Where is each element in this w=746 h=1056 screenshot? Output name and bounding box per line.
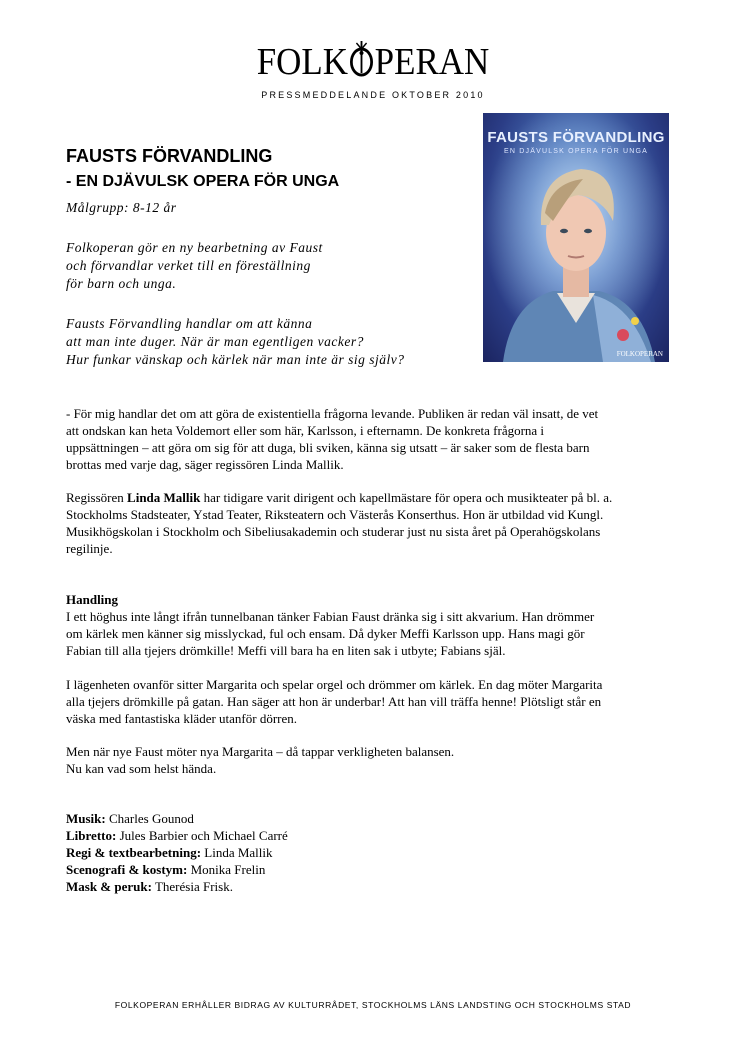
folkoperan-logo	[30, 40, 716, 84]
credit-row	[66, 844, 288, 861]
poster-subtitle: EN DJÄVULSK OPERA FÖR UNGA	[503, 148, 648, 155]
credit-value: Linda Mallik	[201, 845, 273, 860]
plot-line: om kärlek men känner sig misslyckad, ful och ensam. Då dyker Meffi Karlsson upp. Hans magi gör	[66, 626, 585, 641]
intro-line: och förvandlar verket till en föreställning	[66, 258, 311, 273]
director-line	[66, 489, 686, 506]
plot-heading	[66, 591, 686, 608]
director-paragraph	[66, 489, 686, 557]
director-line: regilinje.	[66, 541, 113, 556]
page-subtitle: - EN DJÄVULSK OPERA FÖR UNGA	[66, 173, 340, 190]
director-line: Musikhögskolan i Stockholm och Sibeliusakademin och studerar just nu sista året på Operahögskolans	[66, 524, 601, 539]
target-group	[66, 199, 177, 217]
plot-heading-text: Handling	[66, 592, 119, 607]
credit-row	[66, 878, 288, 895]
press-release-date: PRESSMEDDELANDE OKTOBER 2010	[261, 90, 485, 100]
intro-paragraph-1	[66, 239, 323, 293]
plot-line: I ett höghus inte långt ifrån tunnelbanan tänker Fabian Faust dränka sig i sitt akvarium. Han drömmer	[66, 609, 595, 624]
credit-value: Charles Gounod	[105, 811, 194, 826]
credit-row	[66, 827, 288, 844]
director-line: Stockholms Stadsteater, Ystad Teater, Riksteatern och Västerås Konserthus. Hon är utbildad vid Kungl.	[66, 507, 604, 522]
quote-line: - För mig handlar det om att göra de existentiella frågorna levande. Publiken är redan väl insatt, de vet	[66, 406, 599, 421]
logo-text-left: FOLK	[256, 41, 349, 83]
intro-line: att man inte duger. När är man egentligen vacker?	[66, 334, 364, 349]
plot-line: I lägenheten ovanför sitter Margarita och spelar orgel och drömmer om kärlek. En dag möter Margarita	[66, 677, 603, 692]
plot-paragraph-2	[66, 676, 686, 727]
plot-line: Fabian till alla tjejers drömkille! Meffi vill bara ha en liten sak i utbyte; Fabians själ.	[66, 643, 506, 658]
quote-line: uppsättningen – att göra om sig för att duga, bli sviken, känna sig utsatt – är saker som de flesta barn	[66, 440, 590, 455]
poster-image	[483, 113, 669, 362]
intro-line: Folkoperan gör en ny bearbetning av Faust	[66, 240, 323, 255]
credit-label: Scenografi & kostym:	[66, 862, 188, 877]
credit-label: Musik:	[66, 811, 106, 826]
plot-paragraph-3	[66, 743, 686, 777]
logo-text-right: PERAN	[374, 41, 490, 83]
director-pre: Regissören	[66, 490, 128, 505]
credit-row	[66, 810, 288, 827]
credit-label: Regi & textbearbetning:	[66, 845, 202, 860]
logo-o-emblem-icon	[349, 47, 374, 77]
credit-label: Mask & peruk:	[66, 879, 152, 894]
quote-line: brottas med varje dag, säger regissören Linda Mallik.	[66, 457, 344, 472]
intro-line: Fausts Förvandling handlar om att känna	[66, 316, 313, 331]
intro-line: Hur funkar vänskap och kärlek när man inte är sig själv?	[66, 352, 405, 367]
plot-line: Men när nye Faust möter nya Margarita – då tappar verkligheten balansen.	[66, 744, 455, 759]
credit-label: Libretto:	[66, 828, 117, 843]
director-name: Linda Mallik	[127, 490, 201, 505]
credit-row	[66, 861, 288, 878]
credits-list	[66, 810, 288, 895]
poster-title: FAUSTS FÖRVANDLING	[487, 129, 665, 146]
target-group-text: Målgrupp: 8-12 år	[66, 200, 177, 215]
plot-line: alla tjejers drömkille på gatan. Han säger att hon är underbar! Att han vill träffa henne! Plötsligt står en	[66, 694, 602, 709]
director-line1-post: har tidigare varit dirigent och kapellmästare för opera och musikteater på bl. a.	[200, 490, 613, 505]
intro-line: för barn och unga.	[66, 276, 177, 291]
credit-value: Monika Frelin	[187, 862, 266, 877]
credit-value: Therésia Frisk.	[151, 879, 233, 894]
footer-funding-note: FOLKOPERAN ERHÅLLER BIDRAG AV KULTURRÅDET, STOCKHOLMS LÄNS LANDSTING OCH STOCKHOLMS STAD	[114, 1000, 632, 1010]
quote-line: att ondskan kan heta Voldemort eller som här, Karlsson, i efternamn. De konkreta frågorna i	[66, 423, 545, 438]
quote-paragraph	[66, 405, 686, 473]
credit-value: Jules Barbier och Michael Carré	[116, 828, 288, 843]
intro-paragraph-2	[66, 315, 404, 369]
plot-section	[66, 591, 686, 659]
page-title: FAUSTS FÖRVANDLING	[66, 146, 273, 166]
plot-line: väska med fantastiska kläder utanför dörren.	[66, 711, 298, 726]
plot-line: Nu kan vad som helst hända.	[66, 761, 217, 776]
poster-logo: FOLKOPERAN	[616, 350, 663, 358]
